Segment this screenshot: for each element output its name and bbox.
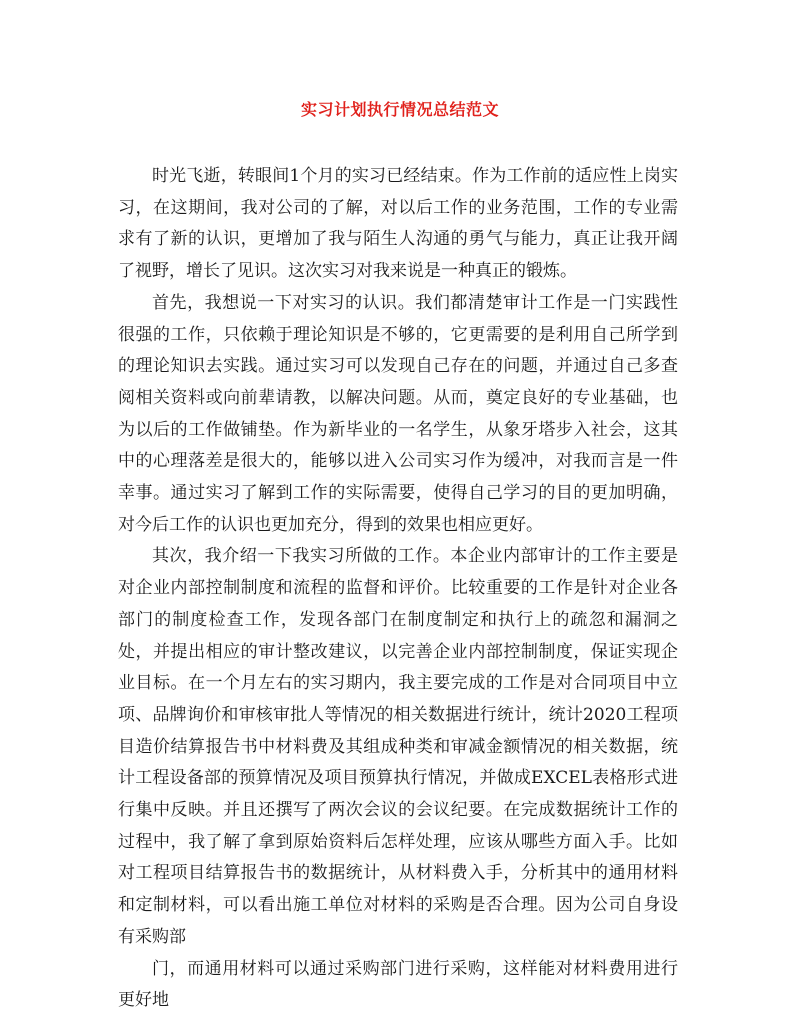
paragraph-4: 门，而通用材料可以通过采购部门进行采购，这样能对材料费用进行更好地 [118,958,678,1011]
paragraph-1: 时光飞逝，转眼间1个月的实习已经结束。作为工作前的适应性上岗实习，在这期间，我对公司的了解，对以后工作的业务范围，工作的专业需求有了新的认识，更增加了我与陌生人沟通的勇气与能力，真正让我开阔了视野，增长了见识。这次实习对我来说是一种真正的锻炼。 [118,166,678,282]
paragraph-2: 首先，我想说一下对实习的认识。我们都清楚审计工作是一门实践性很强的工作，只依赖于理论知识是不够的，它更需要的是利用自己所学到的理论知识去实践。通过实习可以发现自己存在的问题，并通过自己多查阅相关资料或向前辈请教，以解决问题。从而，奠定良好的专业基础，也为以后的工作做铺垫。作为新毕业的一名学生，从象牙塔步入社会，这其中的心理落差是很大的，能够以进入公司实习作为缓冲，对我而言是一件幸事。通过实习了解到工作的实际需要，使得自己学习的目的更加明确，对今后工作的认识也更加充分，得到的效果也相应更好。 [118,292,678,535]
document-title: 实习计划执行情况总结范文 [300,100,499,119]
paragraph-3: 其次，我介绍一下我实习所做的工作。本企业内部审计的工作主要是对企业内部控制制度和流程的监督和评价。比较重要的工作是针对企业各部门的制度检查工作，发现各部门在制度制定和执行上的疏忽和漏洞之处，并提出相应的审计整改建议，以完善企业内部控制制度，保证实现企业目标。在一个月左右的实习期内，我主要完成的工作是对合同项目中立项、品牌询价和审核审批人等情况的相关数据进行统计，统计2020工程项目造价结算报告书中材料费及其组成种类和审减金额情况的相关数据，统计工程设备部的预算情况及项目预算执行情况，并做成EXCEL表格形式进行集中反映。并且还撰写了两次会议的会议纪要。在完成数据统计工作的过程中，我了解了拿到原始资料后怎样处理，应该从哪些方面入手。比如对工程项目结算报告书的数据统计，从材料费入手，分析其中的通用材料和定制材料，可以看出施工单位对材料的采购是否合理。因为公司自身设有采购部 [118,546,678,947]
document-body [118,161,678,1017]
